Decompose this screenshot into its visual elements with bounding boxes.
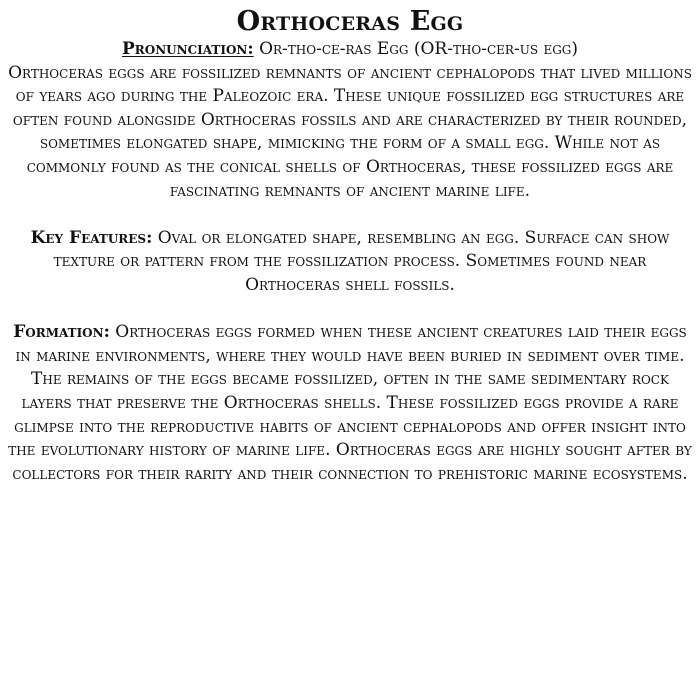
pronunciation-text: Or-tho-ce-ras Egg (OR-tho-cer-us egg) [259, 39, 579, 59]
key-features-label: Key Features: [30, 227, 153, 248]
intro-section [6, 38, 694, 203]
formation-label: Formation: [13, 322, 110, 343]
key-features-section [6, 227, 694, 298]
key-features-text: Oval or elongated shape, resembling an egg. Surface can show texture or pattern from the fossilization process. Sometimes found near Orthoceras shell fossils. [53, 227, 670, 295]
pronunciation-line [6, 38, 694, 62]
pronunciation-label: Pronunciation: [121, 39, 254, 59]
formation-text: Orthoceras eggs formed when these ancient creatures laid their eggs in marine environments, where they would have been buried in sediment over time. The remains of the eggs became fossilized, often in the same sedimentary rock layers that preserve the Orthoceras shells. These fossilized eggs provide a rare glimpse into the reproductive habits of ancient cephalopods and offer insight into the evolutionary history of marine life. Orthoceras eggs are highly sought after by collectors for their rarity and their connection to prehistoric marine ecosystems. [8, 322, 692, 484]
formation-section [6, 321, 694, 486]
intro-text: Orthoceras eggs are fossilized remnants of ancient cephalopods that lived millions of years ago during the Paleozoic era. These unique fossilized egg structures are often found alongside Orthoceras fossils and are characterized by their rounded, sometimes elongated shape, mimicking the form of a small egg. While not as commonly found as the conical shells of Orthoceras, these fossilized eggs are fascinating remnants of ancient marine life. [8, 62, 692, 201]
page-title: Orthoceras Egg [236, 6, 464, 37]
